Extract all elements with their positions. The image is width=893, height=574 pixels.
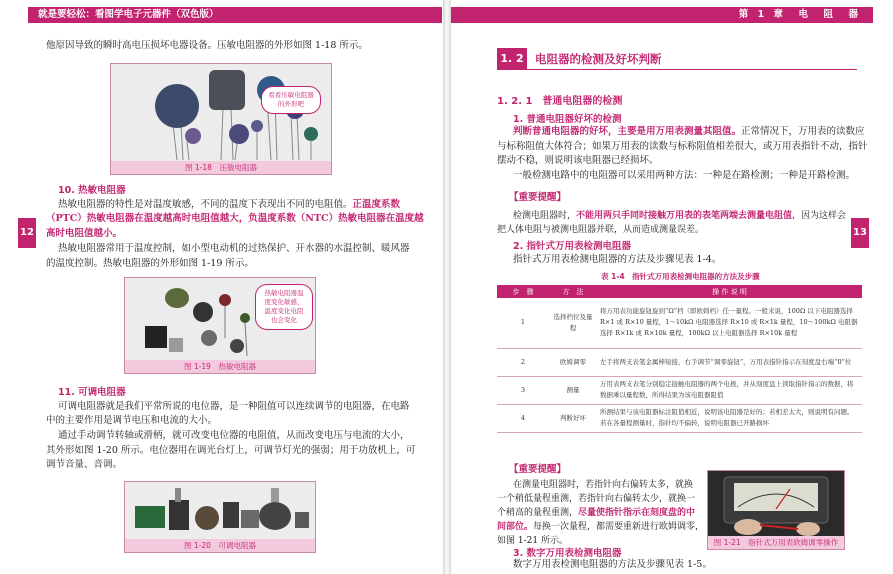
section-title: 电阻器的检测及好坏判断 xyxy=(535,52,662,66)
table-header-desc: 操 作 说 明 xyxy=(597,285,862,298)
table-row xyxy=(497,404,862,432)
item1-line3: 摆动不稳，则说明该电阻器已经损坏。 xyxy=(497,155,659,166)
item1-title: 1. 普通电阻器好坏的检测 xyxy=(513,114,622,125)
sec10-title: 10. 热敏电阻器 xyxy=(58,185,126,196)
left-page-number: 12 xyxy=(18,218,36,248)
section-number: 1. 2 xyxy=(497,48,527,70)
fig18-bubble xyxy=(261,86,321,114)
table-cell-desc: 所测结果与该电阻器标注阻值相近，说明该电阻器是好的；若相差太大，则说明有问题。若在各量程测量时，指针均不偏转，说明电阻器已开路损坏 xyxy=(597,404,862,432)
table-cell-desc: 万用表两支表笔分别稳定接触电阻器的两个电极，并从刻度盘上读取指针指示的数据，将数据乘以量程数，所得结果为该电阻器阻值 xyxy=(597,376,862,404)
fig19-bubble xyxy=(255,284,313,330)
fig18-bubble-text: 看看压敏电阻器的外形吧 xyxy=(268,91,314,108)
fig19-bubble-text: 热敏电阻器温度变化敏感，温度变化电阻也会变化 xyxy=(264,289,304,324)
sec10-line1-text: 热敏电阻器的特性是对温度敏感，不同的温度下表现出不同的电阻值。 xyxy=(58,199,353,210)
table-cell-step: 1 xyxy=(497,298,549,348)
sec10-line2: （PTC）热敏电阻器在温度越高时电阻值越大，负温度系数（NTC）热敏电阻器在温度越 xyxy=(46,213,424,224)
item3-title: 3. 数字万用表检测电阻器 xyxy=(513,548,622,559)
note1-line1-red: 不能用两只手同时接触万用表的表笔两端去测量电阻值 xyxy=(576,211,793,221)
sec10-line3: 高时电阻值越小。 xyxy=(46,228,123,239)
fig21-caption: 图 1-21 指针式万用表欧姆调零操作 xyxy=(708,536,844,549)
right-page xyxy=(451,0,893,574)
table-row xyxy=(497,298,862,348)
right-page-header: 第 1 章 电 阻 器 xyxy=(451,7,873,23)
multimeter-photo xyxy=(708,471,845,538)
note2-line4-text: 每换一次量程，都需要重新进行欧姆调零， xyxy=(533,522,705,532)
note1-line1-post: ，因为这样会 xyxy=(792,211,847,221)
sec11-line1: 可调电阻器就是我们平常所说的电位器，是一种阻值可以连续调节的电阻器，在电路 xyxy=(58,401,410,412)
sec11-line4: 其外形如图 1-20 所示。电位器用在调光台灯上，可调节灯光的强弱；用于功放机上，可 xyxy=(46,445,416,456)
table-title: 表 1-4 指针式万用表检测电阻器的方法及步骤 xyxy=(601,272,760,281)
item2-title: 2. 指针式万用表检测电阻器 xyxy=(513,241,632,252)
sec11-title: 11. 可调电阻器 xyxy=(58,387,126,398)
fig19-caption: 图 1-19 热敏电阻器 xyxy=(125,360,315,373)
note1-line2: 把人体电阻与被测电阻器并联，从而造成测量误差。 xyxy=(497,225,705,235)
table-cell-step: 4 xyxy=(497,404,549,432)
sec10-line4: 热敏电阻器常用于温度控制，如小型电动机的过热保护、开水器的水温控制、暖风器 xyxy=(58,243,410,254)
potentiometer-photo xyxy=(125,482,316,541)
left-page-header: 就是要轻松：看图学电子元器件（双色版） xyxy=(28,7,442,23)
section-heading xyxy=(497,48,857,70)
item1-line1-red: 判断普通电阻器的好坏，主要是用万用表测量其阻值。 xyxy=(513,126,742,137)
subsection-title: 1. 2. 1 普通电阻器的检测 xyxy=(497,96,623,107)
table-cell-desc: 左手将两支表笔金属棒短接，右手调节“调零旋钮”，万用表指针指示在刻度盘右端“0”位 xyxy=(597,348,862,376)
table-cell-method: 选择档位及量程 xyxy=(549,298,597,348)
book-gutter xyxy=(443,0,451,574)
sec11-line3: 通过手动调节转轴或滑柄，就可改变电位器的电阻值，从而改变电压与电流的大小， xyxy=(58,430,410,441)
item1-line2: 与标称阻值大体符合；如果万用表的读数与标称阻值相差很大，或万用表指针不动，指针 xyxy=(497,141,868,152)
sec11-line2: 中的主要作用是调节电压和电流的大小。 xyxy=(46,415,218,426)
note2-line1: 在测量电阻器时，若指针向右偏转太多，就换 xyxy=(513,480,694,490)
note2-line3-red: 尽量使指针指示在刻度盘的中 xyxy=(578,508,696,518)
item1-line1-text: 正常情况下，万用表的读数应 xyxy=(741,126,865,137)
fig20-caption: 图 1-20 可调电阻器 xyxy=(125,539,315,552)
note2-line2: 一个稍低量程重测，若指针向右偏转太少，就换一 xyxy=(497,494,696,504)
item1-line4: 一般检测电路中的电阻器可以采用两种方法：一种是在路检测；一种是开路检测。 xyxy=(513,170,856,181)
note1-line1-pre: 检测电阻器时， xyxy=(513,211,577,221)
item3-line1: 数字万用表检测电阻器的方法及步骤见表 1-5。 xyxy=(513,559,712,570)
table-cell-method: 欧姆调零 xyxy=(549,348,597,376)
intro-line: 他原因导致的瞬时高电压损坏电器设备。压敏电阻器的外形如图 1-18 所示。 xyxy=(46,40,368,51)
table-cell-step: 2 xyxy=(497,348,549,376)
note2-line4-red: 间部位。 xyxy=(497,522,534,532)
item2-line1: 指针式万用表检测电阻器的方法及步骤见表 1-4。 xyxy=(513,254,722,265)
table-header-row xyxy=(497,285,862,298)
figure-1-18 xyxy=(110,63,332,175)
table-cell-method: 测量 xyxy=(549,376,597,404)
table-cell-method: 判断好坏 xyxy=(549,404,597,432)
figure-1-19 xyxy=(124,277,316,374)
method-table xyxy=(497,285,862,433)
table-header-step: 步 骤 xyxy=(497,285,549,298)
fig18-caption: 图 1-18 压敏电阻器 xyxy=(111,161,331,174)
sec10-line1-red: 正温度系数 xyxy=(352,199,401,210)
sec10-line5: 的温度控制。热敏电阻器的外形如图 1-19 所示。 xyxy=(46,258,254,269)
note1-title: 【重要提醒】 xyxy=(509,192,567,203)
note2-line5: 如图 1-21 所示。 xyxy=(497,536,568,546)
item1-line1 xyxy=(513,124,865,140)
table-row xyxy=(497,348,862,376)
table-header-method: 方 法 xyxy=(549,285,597,298)
sec11-line5: 调节音量、音调。 xyxy=(46,459,123,470)
left-page xyxy=(0,0,443,574)
note2-line3-text: 个稍高的量程重测， xyxy=(497,508,579,518)
note2-title: 【重要提醒】 xyxy=(509,464,567,475)
table-cell-step: 3 xyxy=(497,376,549,404)
right-page-number: 13 xyxy=(851,218,869,248)
figure-1-21 xyxy=(707,470,845,550)
table-cell-desc: 将万用表功能旋钮旋到“Ω”档（即欧姆档）任一量程。一般来说，100Ω 以下电阻器选择 R×1 或 R×10 量程，1～10kΩ 电阻器选择 R×10 或 R×1k 量程，10～100kΩ 电阻器选择 R×1k 或 R×10k 量程，100kΩ 以上电阻器选择 R×10k 量程 xyxy=(597,298,862,348)
figure-1-20 xyxy=(124,481,316,553)
table-row xyxy=(497,376,862,404)
